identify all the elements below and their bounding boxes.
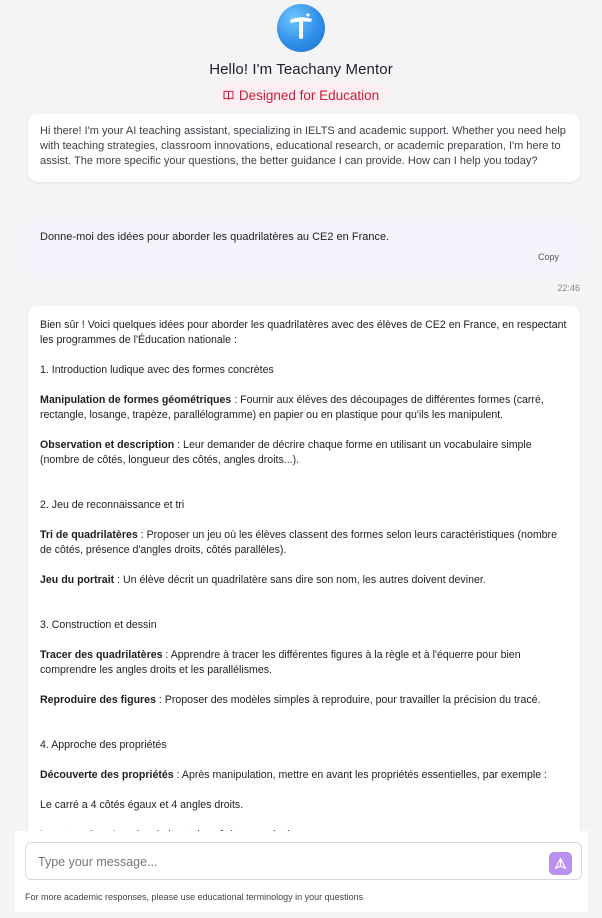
chat-header xyxy=(0,0,602,110)
page-title: Hello! I'm Teachany Mentor xyxy=(209,61,393,78)
paragraph-text: : Apprendre à tracer les différentes figures à la règle et à l'équerre pour bien comprendre les angles droits et les parallélismes. xyxy=(40,649,521,676)
section-heading: 3. Construction et dessin xyxy=(40,619,157,631)
paragraph-text: : Proposer un jeu où les élèves classent des formes selon leurs caractéristiques (nombre de côtés, présence d'angles droits, côtés parallèles). xyxy=(40,529,557,556)
paragraph-title: Tri de quadrilatères xyxy=(40,529,138,541)
paragraph-title: Manipulation de formes géométriques xyxy=(40,394,232,406)
paragraph-title: Jeu du portrait xyxy=(40,574,115,586)
user-message-text: Donne-moi des idées pour aborder les quadrilatères au CE2 en France. xyxy=(40,231,390,243)
intro-text: Hi there! I'm your AI teaching assistant, specializing in IELTS and academic support. Whether you need help with teaching strategies, classroom innovations, educational research, or academic preparation, I'm here to assist. The more specific your questions, the better guidance I can provide. How can I help you today? xyxy=(40,125,566,167)
section-heading: 2. Jeu de reconnaissance et tri xyxy=(40,499,185,511)
paragraph-text: : Proposer des modèles simples à reproduire, pour travailler la précision du tracé. xyxy=(155,694,541,706)
assistant-answer xyxy=(28,306,580,846)
answer-paragraph xyxy=(40,573,568,588)
answer-paragraph xyxy=(40,528,568,558)
paragraph-title: Observation et description xyxy=(40,439,175,451)
answer-intro: Bien sûr ! Voici quelques idées pour aborder les quadrilatères avec des élèves de CE2 en France, en respectant les programmes de l'Éducation nationale : xyxy=(40,319,567,346)
section-heading: 1. Introduction ludique avec des formes concrètes xyxy=(40,364,274,376)
answer-paragraph xyxy=(40,438,568,468)
paragraph-text: : Après manipulation, mettre en avant les propriétés essentielles, par exemple : xyxy=(173,769,547,781)
paragraph-text: : Un élève décrit un quadrilatère sans dire son nom, les autres doivent deviner. xyxy=(114,574,486,586)
education-badge xyxy=(215,83,387,107)
answer-paragraph xyxy=(40,693,568,708)
logo-letter-icon xyxy=(284,11,318,45)
answer-paragraph xyxy=(40,648,568,678)
badge-label: Designed for Education xyxy=(238,87,380,103)
paragraph-title: Découverte des propriétés xyxy=(40,769,174,781)
paragraph-title: Reproduire des figures xyxy=(40,694,156,706)
assistant-intro-message xyxy=(28,114,580,182)
paragraph-text: : Fournir aux élèves des découpages de différentes formes (carré, rectangle, losange, trapèze, parallélogramme) en papier ou en plastique pour qu'ils les manipulent. xyxy=(40,394,544,421)
paragraph-title: Tracer des quadrilatères xyxy=(40,649,163,661)
list-item: Le carré a 4 côtés égaux et 4 angles droits. xyxy=(40,799,244,811)
teachany-logo-icon xyxy=(277,4,325,52)
answer-paragraph xyxy=(40,393,568,423)
user-message xyxy=(28,219,580,275)
section-heading: 4. Approche des propriétés xyxy=(40,739,167,751)
message-timestamp: 22:46 xyxy=(557,283,580,293)
send-icon xyxy=(554,857,567,870)
paragraph-text: : Leur demander de décrire chaque forme en utilisant un vocabulaire simple (nombre de côtés, longueur des côtés, angles droits...). xyxy=(40,439,532,466)
message-composer xyxy=(15,831,588,912)
composer-hint: For more academic responses, please use educational terminology in your questions xyxy=(25,892,364,902)
answer-paragraph xyxy=(40,768,568,783)
message-input[interactable] xyxy=(38,852,528,872)
book-icon xyxy=(223,90,234,100)
copy-button[interactable]: Copy xyxy=(537,252,559,262)
send-button[interactable] xyxy=(549,852,572,875)
message-input-box xyxy=(25,842,582,880)
